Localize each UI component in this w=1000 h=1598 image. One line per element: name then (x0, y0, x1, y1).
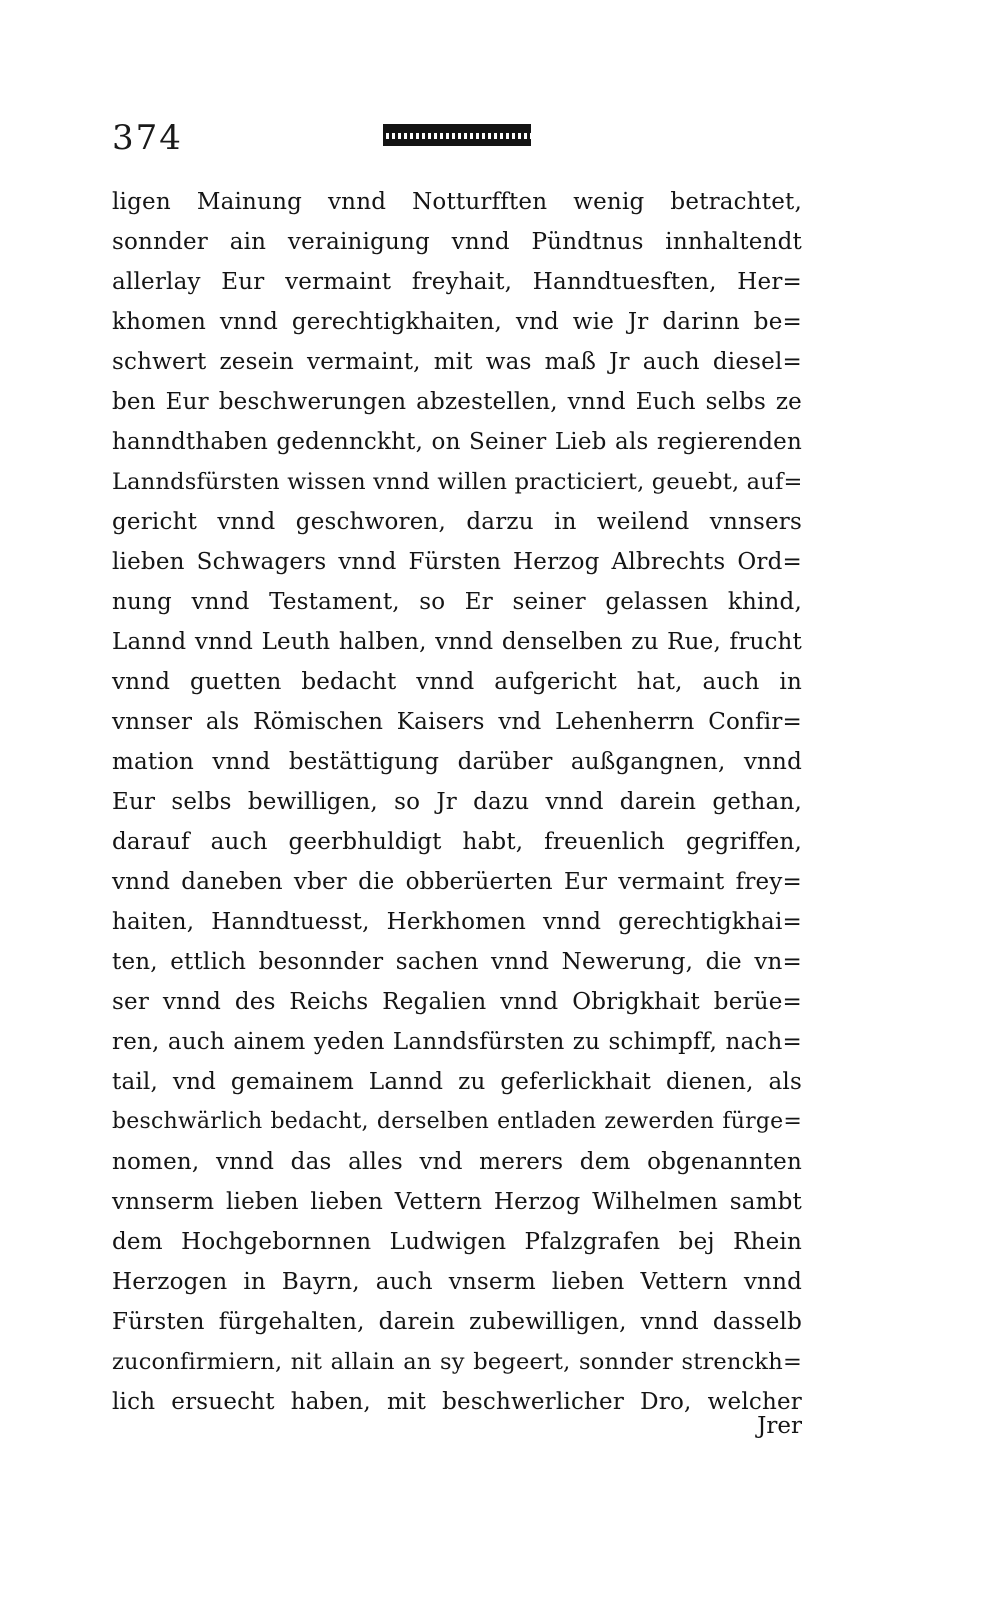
text-line: sonnder ain verainigung vnnd Pündtnus innhaltendt (112, 229, 802, 255)
text-line: Herzogen in Bayrn, auch vnserm lieben Vettern vnnd (112, 1269, 802, 1295)
text-line: lieben Schwagers vnnd Fürsten Herzog Albrechts Ord= (112, 549, 802, 575)
page-number: 374 (112, 118, 183, 158)
body-text (112, 182, 802, 1422)
catchword: Jrer (757, 1413, 802, 1439)
text-line: lich ersuecht haben, mit beschwerlicher Dro, welcher (112, 1389, 802, 1415)
text-line: khomen vnnd gerechtigkhaiten, vnd wie Jr darinn be= (112, 309, 802, 335)
text-line: gericht vnnd geschworen, darzu in weilend vnnsers (112, 509, 802, 535)
header-ornament-rule (383, 124, 531, 146)
text-line: darauf auch geerbhuldigt habt, freuenlich gegriffen, (112, 829, 802, 855)
page-header (0, 0, 1000, 170)
text-line: beschwärlich bedacht, derselben entladen zewerden fürge= (112, 1109, 802, 1134)
text-line: nomen, vnnd das alles vnd merers dem obgenannten (112, 1149, 802, 1175)
text-line: Lanndsfürsten wissen vnnd willen practiciert, geuebt, auf= (112, 469, 803, 495)
text-line: nung vnnd Testament, so Er seiner gelassen khind, (112, 589, 802, 615)
text-line: haiten, Hanndtuesst, Herkhomen vnnd gerechtigkhai= (112, 909, 802, 935)
text-line: ben Eur beschwerungen abzestellen, vnnd Euch selbs ze (112, 389, 802, 415)
text-line: zuconfirmiern, nit allain an sy begeert, sonnder strenckh= (112, 1349, 802, 1375)
text-line: allerlay Eur vermaint freyhait, Hanndtuesften, Her= (112, 269, 802, 295)
text-line: hanndthaben gedennckht, on Seiner Lieb als regierenden (112, 429, 802, 455)
text-line: Lannd vnnd Leuth halben, vnnd denselben zu Rue, frucht (112, 629, 802, 655)
text-line: schwert zesein vermaint, mit was maß Jr auch diesel= (112, 349, 802, 375)
text-line: vnnser als Römischen Kaisers vnd Lehenherrn Confir= (112, 709, 802, 735)
text-line: tail, vnd gemainem Lannd zu geferlickhait dienen, als (112, 1069, 802, 1095)
text-line: ser vnnd des Reichs Regalien vnnd Obrigkhait berüe= (112, 989, 802, 1015)
text-line: dem Hochgebornnen Ludwigen Pfalzgrafen bej Rhein (112, 1229, 802, 1255)
text-line: vnnserm lieben lieben Vettern Herzog Wilhelmen sambt (112, 1189, 802, 1215)
text-line: vnnd guetten bedacht vnnd aufgericht hat, auch in (112, 669, 802, 695)
text-line: ten, ettlich besonnder sachen vnnd Newerung, die vn= (112, 949, 802, 975)
text-line: ren, auch ainem yeden Lanndsfürsten zu schimpff, nach= (112, 1029, 802, 1055)
text-line: mation vnnd bestättigung darüber außgangnen, vnnd (112, 749, 802, 775)
text-line: vnnd daneben vber die obberüerten Eur vermaint frey= (112, 869, 802, 895)
text-line: Fürsten fürgehalten, darein zubewilligen, vnnd dasselb (112, 1309, 802, 1335)
text-line: ligen Mainung vnnd Notturfften wenig betrachtet, (112, 189, 802, 215)
text-line: Eur selbs bewilligen, so Jr dazu vnnd darein gethan, (112, 789, 802, 815)
